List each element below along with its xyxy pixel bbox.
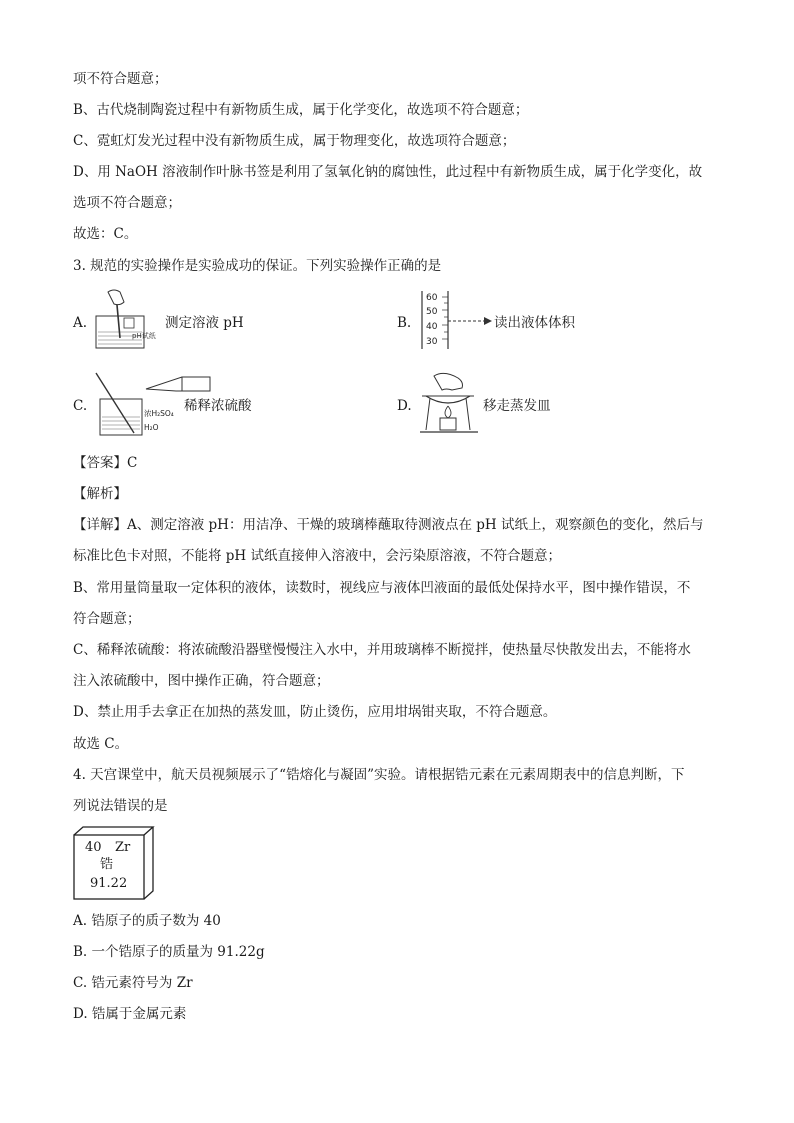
tick-40: 40 [426, 322, 438, 332]
option-c: C. 锆元素符号为 Zr [73, 975, 193, 991]
text-line: 注入浓硫酸中，图中操作正确，符合题意； [73, 673, 330, 689]
option-b: B. 一个锆原子的质量为 91.22g [73, 944, 265, 960]
text-line: 符合题意； [73, 611, 141, 627]
text-line: D、用 NaOH 溶液制作叶脉书签是利用了氢氧化钠的腐蚀性，此过程中有新物质生成，属于化学变化，故 [73, 164, 703, 180]
option-a-label: 测定溶液 pH [165, 315, 244, 331]
text-line: 选项不符合题意； [73, 195, 181, 211]
text-line: 标准比色卡对照，不能将 pH 试纸直接伸入溶液中，会污染原溶液，不符合题意； [73, 548, 561, 564]
text-line: 【详解】A、测定溶液 pH：用洁净、干燥的玻璃棒蘸取待测液点在 pH 试纸上，观察颜色的变化，然后与 [73, 517, 704, 533]
acid-label: 浓H₂SO₄ [144, 409, 174, 418]
atomic-mass: 91.22 [90, 876, 128, 891]
periodic-table-cell [73, 826, 153, 898]
question-3-stem: 3. 规范的实验操作是实验成功的保证。下列实验操作正确的是 [73, 258, 442, 274]
question-4-stem-cont: 列说法错误的是 [73, 798, 168, 814]
element-name: 锆 [100, 857, 114, 872]
option-b-label: 读出液体体积 [494, 315, 575, 331]
option-d-letter: D. [397, 398, 412, 414]
text-line: 故选：C。 [73, 226, 138, 242]
text-line: B、古代烧制陶瓷过程中有新物质生成，属于化学变化，故选项不符合题意； [73, 102, 529, 118]
graduated-cylinder-figure [420, 289, 500, 351]
option-b-letter: B. [397, 315, 412, 331]
text-line: C、霓虹灯发光过程中没有新物质生成，属于物理变化，故选项符合题意； [73, 133, 516, 149]
text-line: 项不符合题意； [73, 71, 168, 87]
option-c-label: 稀释浓硫酸 [184, 398, 252, 414]
element-symbol: Zr [115, 840, 131, 855]
option-c-letter: C. [73, 398, 88, 414]
ph-paper-label: pH试纸 [132, 332, 156, 340]
question-4-stem: 4. 天宫课堂中，航天员视频展示了“锆熔化与凝固”实验。请根据锆元素在元素周期表中的信息判断，下 [73, 767, 685, 783]
option-d: D. 锆属于金属元素 [73, 1006, 187, 1022]
answer-tag: 【答案】C [73, 455, 138, 471]
tick-50: 50 [426, 307, 438, 317]
atomic-number: 40 [85, 840, 102, 855]
analysis-tag: 【解析】 [73, 486, 127, 502]
water-label: H₂O [144, 423, 159, 432]
evaporating-dish-figure [418, 372, 480, 438]
option-a-letter: A. [73, 315, 88, 331]
option-d-label: 移走蒸发皿 [483, 398, 551, 414]
option-a: A. 锆原子的质子数为 40 [73, 913, 221, 929]
tick-60: 60 [426, 293, 438, 303]
text-line: C、稀释浓硫酸：将浓硫酸沿器壁慢慢注入水中，并用玻璃棒不断搅拌，使热量尽快散发出去，不能将水 [73, 642, 691, 658]
text-line: 故选 C。 [73, 736, 129, 752]
ph-test-figure [94, 288, 164, 352]
tick-30: 30 [426, 337, 438, 347]
text-line: B、常用量筒量取一定体积的液体，读数时，视线应与液体凹液面的最低处保持水平，图中操作错误，不 [73, 580, 691, 596]
text-line: D、禁止用手去拿正在加热的蒸发皿，防止烫伤，应用坩埚钳夹取，不符合题意。 [73, 704, 557, 720]
